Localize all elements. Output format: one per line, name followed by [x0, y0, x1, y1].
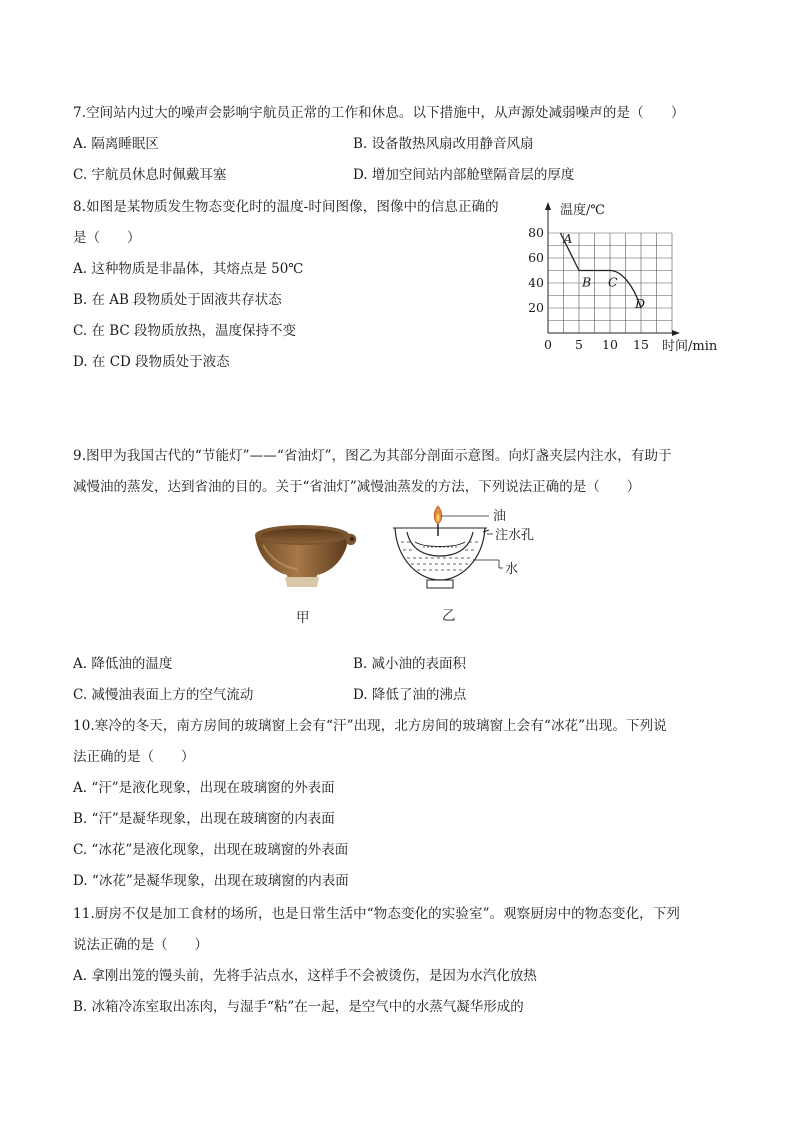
- chart-y-tick-label: 60: [528, 250, 544, 265]
- oil-lamp-photo: [249, 515, 361, 593]
- label-water: 水: [505, 562, 519, 577]
- chart-x-tick-label: 0: [544, 337, 552, 352]
- q10-option-c: C. “冰花”是液化现象，出现在玻璃窗的外表面: [73, 842, 349, 858]
- q7-option-c: C. 宇航员休息时佩戴耳塞: [73, 167, 227, 183]
- chart-x-tick-label: 15: [633, 337, 649, 352]
- q10-option-d: D. “冰花”是凝华现象，出现在玻璃窗的内表面: [73, 873, 349, 889]
- chart-point-label: C: [608, 274, 618, 290]
- chart-y-tick-label: 40: [528, 275, 544, 290]
- q8-stem-line1: 8.如图是某物质发生物态变化时的温度-时间图像，图像中的信息正确的: [73, 199, 499, 215]
- chart-y-axis-label: 温度/℃: [560, 203, 605, 218]
- q9-option-a: A. 降低油的温度: [73, 656, 173, 672]
- oil-lamp-cross-section: [385, 498, 555, 598]
- chart-y-tick-label: 20: [528, 300, 544, 315]
- q9-option-c: C. 减慢油表面上方的空气流动: [73, 687, 254, 703]
- q10-option-b: B. “汗”是凝华现象，出现在玻璃窗的内表面: [73, 811, 335, 827]
- chart-x-axis-label: 时间/min: [662, 339, 718, 354]
- chart-y-tick-label: 80: [528, 225, 544, 240]
- q10-stem-line1: 10.寒冷的冬天，南方房间的玻璃窗上会有“汗”出现，北方房间的玻璃窗上会有“冰花”出现。下列说: [73, 718, 667, 734]
- q10-stem-line2: 法正确的是（ ）: [73, 749, 195, 765]
- q10-option-a: A. “汗”是液化现象，出现在玻璃窗的外表面: [73, 780, 335, 796]
- q11-stem-line2: 说法正确的是（ ）: [73, 937, 208, 953]
- figure-caption-yi: 乙: [442, 608, 456, 624]
- q11-option-a: A. 拿刚出笼的馒头前，先将手沾点水，这样手不会被烫伤，是因为水汽化放热: [73, 968, 537, 984]
- q11-stem-line1: 11.厨房不仅是加工食材的场所，也是日常生活中“物态变化的实验室”。观察厨房中的物态变化，下列: [73, 906, 680, 922]
- q8-stem-line2: 是（ ）: [73, 230, 141, 246]
- q11-option-b: B. 冰箱冷冻室取出冻肉，与湿手“粘”在一起，是空气中的水蒸气凝华形成的: [73, 999, 524, 1015]
- q9-option-d: D. 降低了油的沸点: [353, 687, 467, 703]
- q7-stem: 7.空间站内过大的噪声会影响宇航员正常的工作和休息。以下措施中，从声源处减弱噪声的是（ ）: [73, 105, 685, 121]
- q7-option-a: A. 隔离睡眠区: [73, 136, 159, 152]
- q8-option-b: B. 在 AB 段物质处于固液共存状态: [73, 292, 282, 308]
- q7-option-b: B. 设备散热风扇改用静音风扇: [353, 136, 534, 152]
- chart-point-label: A: [563, 231, 573, 246]
- chart-x-tick-label: 10: [602, 337, 618, 352]
- chart-x-tick-label: 5: [575, 337, 583, 352]
- q9-stem-line2: 减慢油的蒸发，达到省油的目的。关于“省油灯”减慢油蒸发的方法，下列说法正确的是（ ）: [73, 479, 641, 495]
- q9-stem-line1: 9.图甲为我国古代的“节能灯”——“省油灯”，图乙为其部分剖面示意图。向灯盏夹层内注水，有助于: [73, 448, 672, 464]
- q8-option-d: D. 在 CD 段物质处于液态: [73, 354, 230, 370]
- q7-option-d: D. 增加空间站内部舱壁隔音层的厚度: [353, 167, 575, 183]
- label-oil: 油: [493, 509, 507, 524]
- figure-caption-jia: 甲: [296, 610, 310, 626]
- temperature-time-chart: [528, 198, 728, 358]
- label-water-hole: 注水孔: [495, 528, 535, 543]
- chart-point-label: D: [635, 296, 646, 311]
- q8-option-c: C. 在 BC 段物质放热，温度保持不变: [73, 323, 297, 339]
- chart-y-axis-arrow: [545, 202, 551, 210]
- chart-axes: [545, 202, 680, 336]
- chart-point-label: B: [582, 274, 592, 290]
- q8-option-a: A. 这种物质是非晶体，其熔点是 50℃: [73, 261, 304, 277]
- chart-x-axis-arrow: [672, 330, 680, 336]
- q9-option-b: B. 减小油的表面积: [353, 656, 467, 672]
